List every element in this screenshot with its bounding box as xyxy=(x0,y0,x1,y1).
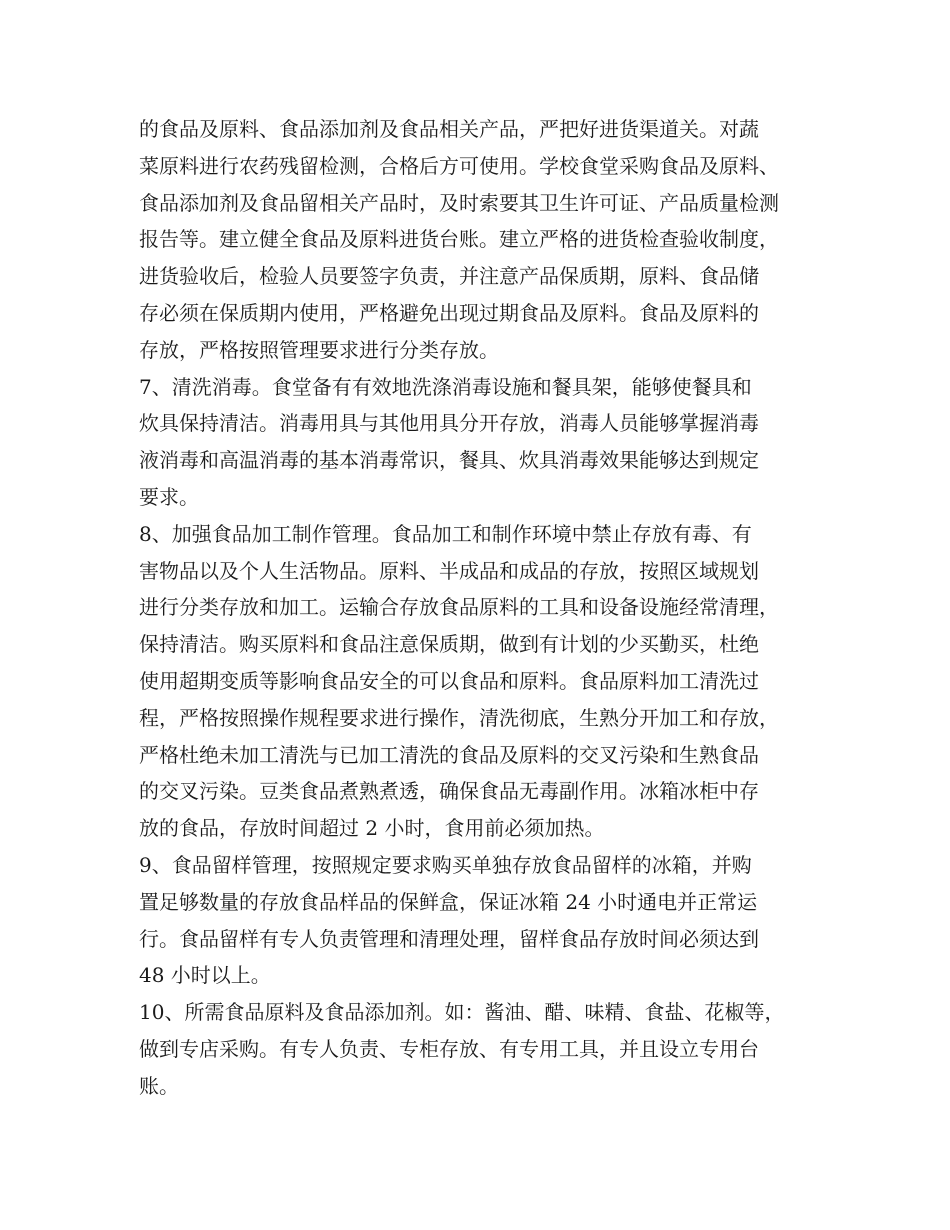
text-line: 存必须在保质期内使用，严格避免出现过期食品及原料。食品及原料的 xyxy=(139,300,759,325)
text-line: 的食品及原料、食品添加剂及食品相关产品，严把好进货渠道关。对蔬 xyxy=(139,117,759,141)
text-line: 液消毒和高温消毒的基本消毒常识，餐具、炊具消毒效果能够达到规定 xyxy=(139,448,759,473)
section-10-heading-line: 10、所需食品原料及食品添加剂。如：酱油、醋、味精、食盐、花椒等， xyxy=(139,1000,785,1025)
text-line: 进货验收后，检验人员要签字负责，并注意产品保质期，原料、食品储 xyxy=(139,264,759,289)
text-line: 进行分类存放和加工。运输合存放食品原料的工具和设备设施经常清理， xyxy=(139,595,779,620)
text-line: 使用超期变质等影响食品安全的可以食品和原料。食品原料加工清洗过 xyxy=(139,668,759,693)
document-body xyxy=(139,111,829,1105)
text-line: 存放，严格按照管理要求进行分类存放。 xyxy=(139,337,499,362)
text-line: 要求。 xyxy=(139,484,199,509)
text-line: 炊具保持清洁。消毒用具与其他用具分开存放，消毒人员能够掌握消毒 xyxy=(139,411,759,436)
text-line: 菜原料进行农药残留检测，合格后方可使用。学校食堂采购食品及原料、 xyxy=(139,153,779,178)
text-line: 行。食品留样有专人负责管理和清理处理，留样食品存放时间必须达到 xyxy=(139,926,759,951)
text-line: 保持清洁。购买原料和食品注意保质期，做到有计划的少买勤买，杜绝 xyxy=(139,632,759,657)
text-line: 48 小时以上。 xyxy=(139,963,271,988)
text-line: 放的食品，存放时间超过 2 小时，食用前必须加热。 xyxy=(139,816,605,841)
section-7-heading-line: 7、清洗消毒。食堂备有有效地洗涤消毒设施和餐具架，能够使餐具和 xyxy=(139,374,752,399)
text-line: 食品添加剂及食品留相关产品时，及时索要其卫生许可证、产品质量检测 xyxy=(139,190,779,215)
text-line: 置足够数量的存放食品样品的保鲜盒，保证冰箱 24 小时通电并正常运 xyxy=(139,889,758,914)
text-line: 做到专店采购。有专人负责、专柜存放、有专用工具，并且设立专用台 xyxy=(139,1036,759,1061)
text-line: 账。 xyxy=(139,1073,179,1098)
section-9-heading-line: 9、食品留样管理，按照规定要求购买单独存放食品留样的冰箱，并购 xyxy=(139,852,752,877)
section-8-heading-line: 8、加强食品加工制作管理。食品加工和制作环境中禁止存放有毒、有 xyxy=(139,521,752,546)
text-line: 程，严格按照操作规程要求进行操作，清洗彻底，生熟分开加工和存放， xyxy=(139,705,779,730)
text-line: 害物品以及个人生活物品。原料、半成品和成品的存放，按照区域规划 xyxy=(139,558,759,583)
text-line: 严格杜绝未加工清洗与已加工清洗的食品及原料的交叉污染和生熟食品 xyxy=(139,742,759,767)
text-line: 报告等。建立健全食品及原料进货台账。建立严格的进货检查验收制度， xyxy=(139,227,779,252)
text-line: 的交叉污染。豆类食品煮熟煮透，确保食品无毒副作用。冰箱冰柜中存 xyxy=(139,779,759,804)
